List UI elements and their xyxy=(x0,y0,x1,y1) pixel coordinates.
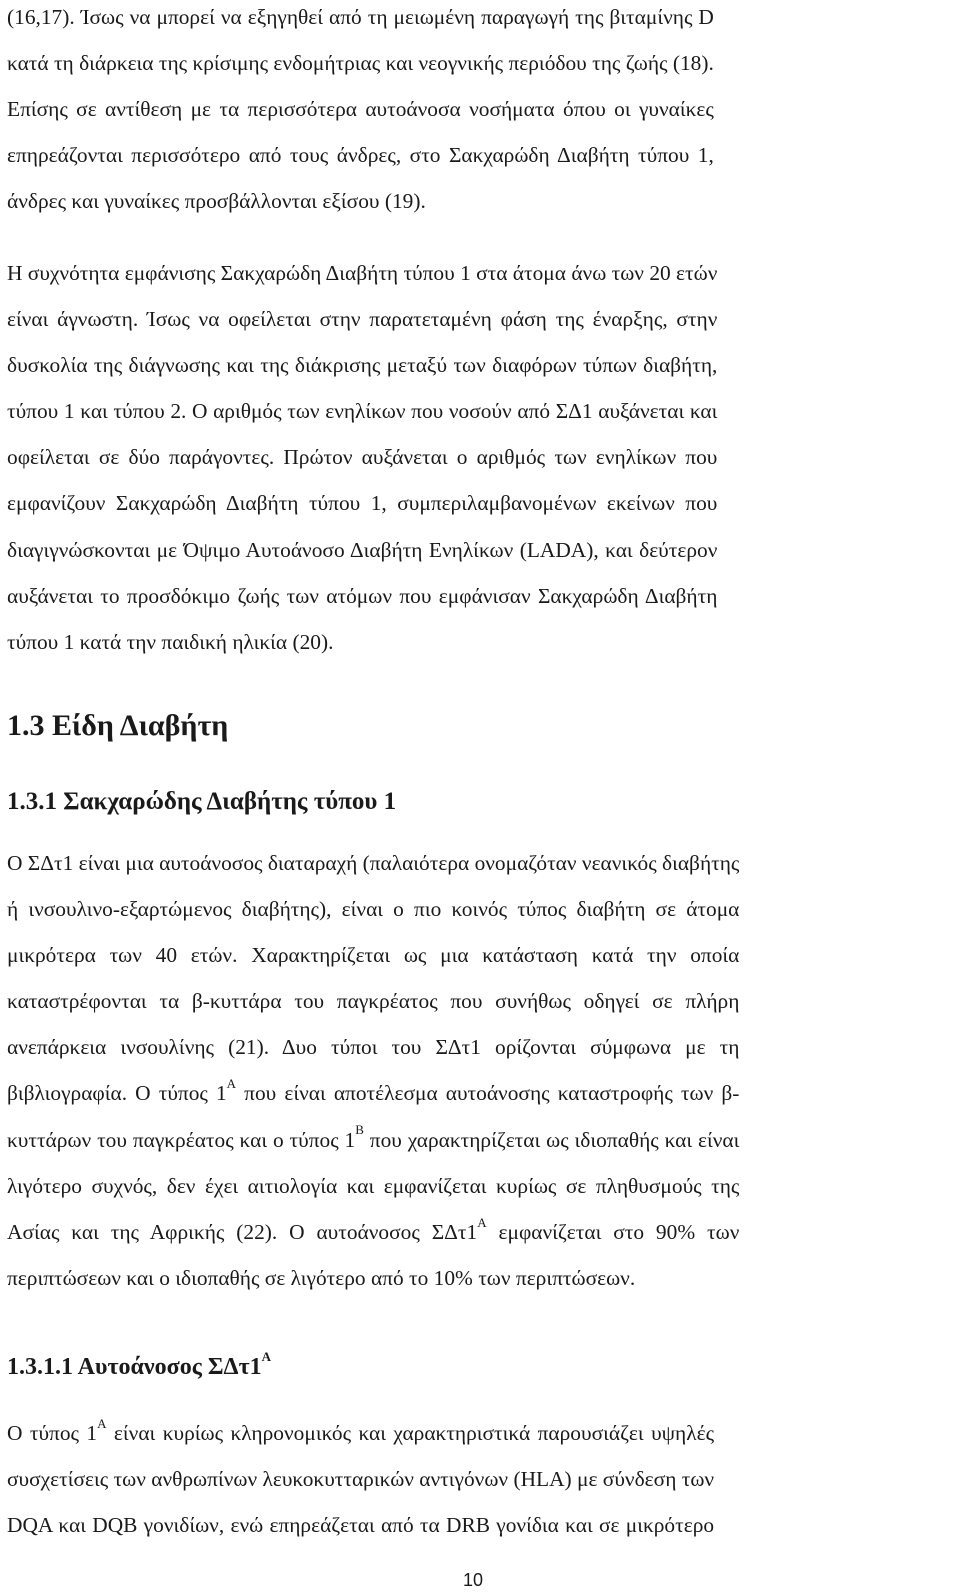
text-line: εμφανίζουν Σακχαρώδη Διαβήτη τύπου 1, συμπεριλαμβανομένων εκείνων που xyxy=(7,491,718,516)
subsection-heading-type-1-diabetes: 1.3.1 Σακχαρώδης Διαβήτης τύπου 1 xyxy=(7,788,397,815)
subsubsection-heading-autoimmune-type-1a xyxy=(7,1344,271,1390)
superscript: A xyxy=(477,1214,487,1230)
text-run: κυττάρων του παγκρέατος και ο τύπος 1 xyxy=(7,1127,356,1152)
section-heading-types-of-diabetes: 1.3 Είδη Διαβήτη xyxy=(7,709,229,742)
text-line: τύπου 1 και τύπου 2. Ο αριθμός των ενηλίκων που νοσούν από ΣΔ1 αυξάνεται και xyxy=(7,399,718,424)
text-line: είναι άγνωστη. Ίσως να οφείλεται στην παρατεταμένη φάση της έναρξης, στην xyxy=(7,307,718,332)
superscript: B xyxy=(355,1122,364,1138)
text-line: τύπου 1 κατά την παιδική ηλικία (20). xyxy=(7,629,334,654)
superscript: A xyxy=(97,1415,107,1431)
text-line: μικρότερα των 40 ετών. Χαρακτηρίζεται ως μια κατάσταση κατά την οποία xyxy=(7,943,740,968)
paragraph-type-1a-description xyxy=(7,1410,714,1548)
text-line xyxy=(7,1117,739,1163)
text-line: Η συχνότητα εμφάνισης Σακχαρώδη Διαβήτη τύπου 1 στα άτομα άνω των 20 ετών xyxy=(7,261,718,285)
text-run: που χαρακτηρίζεται ως ιδιοπαθής και είναι xyxy=(363,1127,740,1152)
text-line xyxy=(7,1070,739,1116)
text-line: οφείλεται σε δύο παράγοντες. Πρώτον αυξάνεται ο αριθμός των ενηλίκων που xyxy=(7,445,718,470)
text-run: Ασίας και της Αφρικής (22). Ο αυτοάνοσος ΣΔτ1 xyxy=(7,1219,478,1244)
text-line xyxy=(7,1410,714,1456)
text-run: βιβλιογραφία. Ο τύπος 1 xyxy=(7,1081,227,1106)
heading-text: 1.3.1.1 Αυτοάνοσος ΣΔτ1 xyxy=(7,1354,262,1380)
text-line: ανεπάρκεια ινσουλίνης (21). Δυο τύποι του ΣΔτ1 ορίζονται σύμφωνα με τη xyxy=(7,1035,740,1060)
text-line: αυξάνεται το προσδόκιμο ζωής των ατόμων που εμφάνισαν Σακχαρώδη Διαβήτη xyxy=(7,583,718,608)
text-line: Επίσης σε αντίθεση με τα περισσότερα αυτοάνοσα νοσήματα όπου οι γυναίκες xyxy=(7,97,714,122)
text-line xyxy=(7,1209,739,1255)
paragraph-type-1-definition xyxy=(7,840,739,1301)
text-line: λιγότερο συχνός, δεν έχει αιτιολογία και εμφανίζεται κυρίως σε πληθυσμούς της xyxy=(7,1173,740,1198)
page-number: 10 xyxy=(462,1570,484,1590)
superscript: A xyxy=(261,1349,272,1364)
text-run: Ο τύπος 1 xyxy=(7,1421,98,1445)
text-line: δυσκολία της διάγνωσης και της διάκρισης μεταξύ των διαφόρων τύπων διαβήτη, xyxy=(7,353,718,378)
text-line: περιπτώσεων και ο ιδιοπαθής σε λιγότερο από το 10% των περιπτώσεων. xyxy=(7,1265,636,1290)
text-line: (16,17). Ίσως να μπορεί να εξηγηθεί από τη μειωμένη παραγωγή της βιταμίνης D xyxy=(7,5,714,29)
paragraph-intro-continued xyxy=(7,0,714,224)
text-line: επηρεάζονται περισσότερο από τους άνδρες, στο Σακχαρώδη Διαβήτη τύπου 1, xyxy=(7,143,714,168)
text-line: κατά τη διάρκεια της κρίσιμης ενδομήτριας και νεογνικής περιόδου της ζωής (18). xyxy=(7,51,714,76)
text-line: άνδρες και γυναίκες προσβάλλονται εξίσου (19). xyxy=(7,189,426,214)
paragraph-adult-incidence xyxy=(7,250,717,665)
text-line: συσχετίσεις των ανθρωπίνων λευκοκυτταρικών αντιγόνων (HLA) με σύνδεση των xyxy=(7,1467,715,1492)
text-line: καταστρέφονται τα β-κυττάρα του παγκρέατος που συνήθως οδηγεί σε πλήρη xyxy=(7,989,740,1014)
text-run: είναι κυρίως κληρονομικός και χαρακτηριστικά παρουσιάζει υψηλές xyxy=(106,1421,715,1445)
text-run: εμφανίζεται στο 90% των xyxy=(486,1219,740,1244)
text-line: διαγιγνώσκονται με Όψιμο Αυτοάνοσο Διαβήτη Ενηλίκων (LADA), και δεύτερον xyxy=(7,537,718,562)
text-line: DQA και DQB γονιδίων, ενώ επηρεάζεται από τα DRB γονίδια και σε μικρότερο xyxy=(7,1513,715,1538)
text-line: ή ινσουλινο-εξαρτώμενος διαβήτης), είναι ο πιο κοινός τύπος διαβήτη σε άτομα xyxy=(7,897,740,922)
text-line: Ο ΣΔτ1 είναι μια αυτοάνοσος διαταραχή (παλαιότερα ονομαζόταν νεανικός διαβήτης xyxy=(7,851,740,875)
superscript: A xyxy=(226,1076,237,1092)
text-run: που είναι αποτέλεσμα αυτοάνοσης καταστροφής των β- xyxy=(236,1081,740,1106)
